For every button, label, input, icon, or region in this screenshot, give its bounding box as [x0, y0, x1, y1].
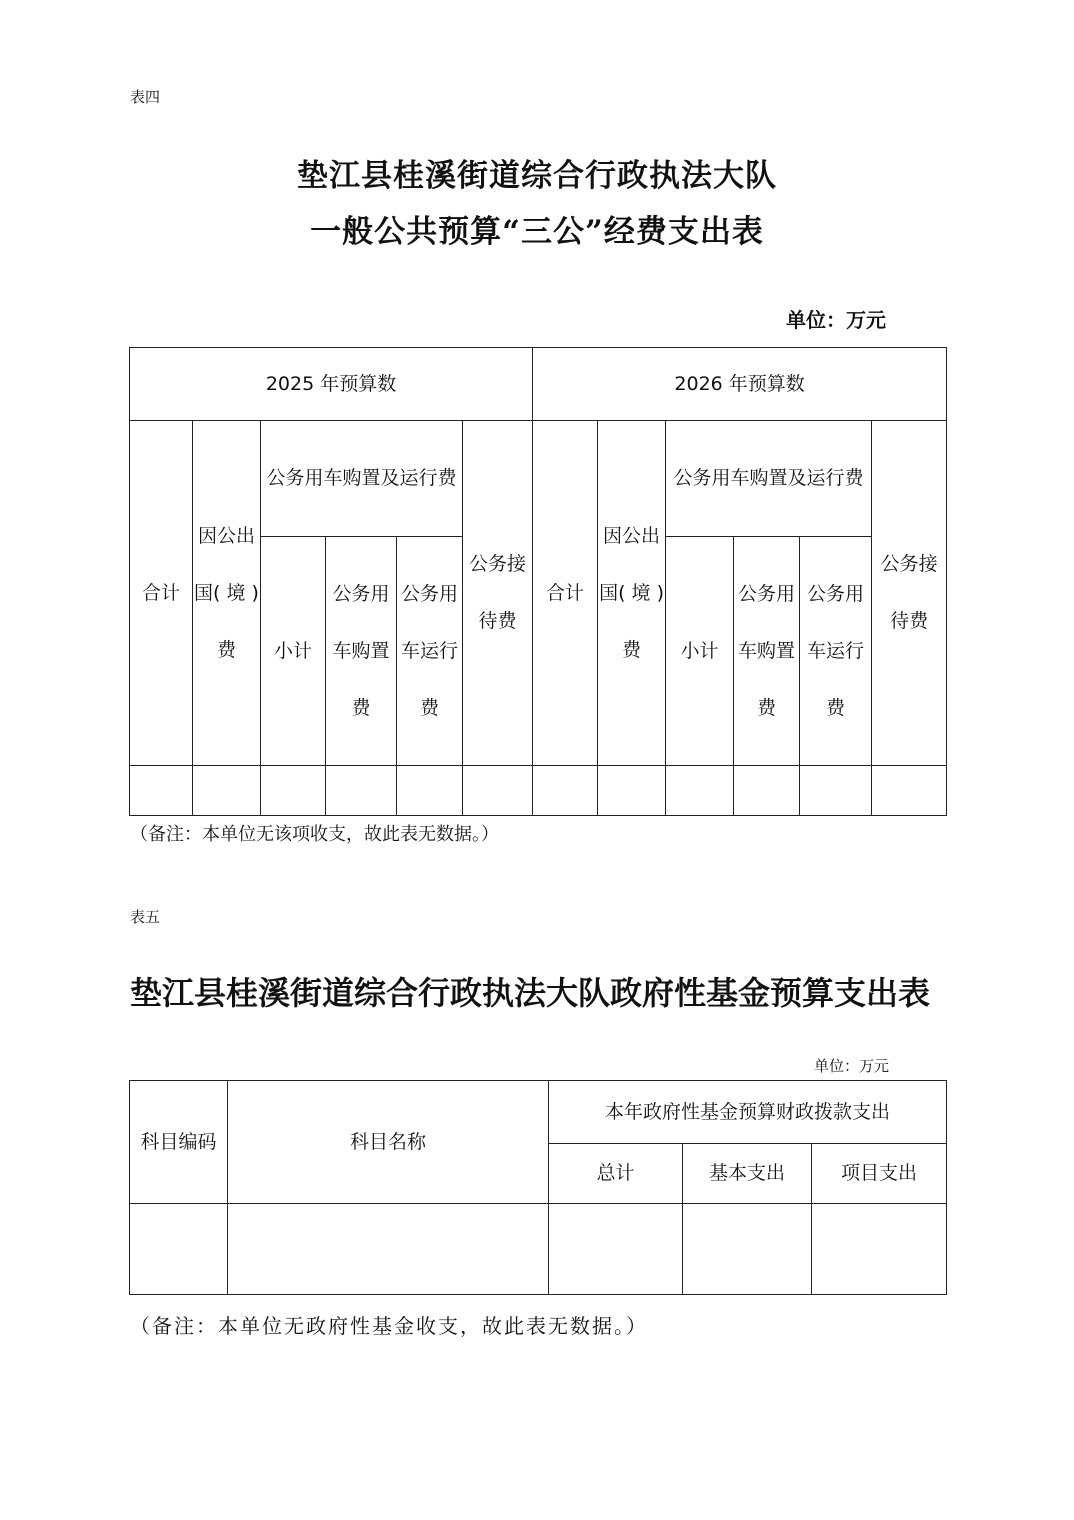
table5-unit: 单位：万元: [814, 1057, 890, 1075]
table-row: [130, 766, 947, 816]
table5-note: （备注：本单位无政府性基金收支，故此表无数据。）: [130, 1314, 648, 1338]
header-vehicle-purchase-b: 公务用车购置费: [734, 537, 800, 766]
header-reception-a: 公务接待费: [463, 421, 533, 766]
header-vehicle-b: 公务用车购置及运行费: [666, 421, 872, 537]
table4-note: （备注：本单位无该项收支，故此表无数据。）: [130, 824, 499, 845]
table-cell: [193, 766, 261, 816]
header-project: 项目支出: [812, 1144, 947, 1204]
table5-government-fund: [129, 1080, 947, 1295]
header-vehicle-operate-a: 公务用车运行费: [397, 537, 463, 766]
header-total-a: 合计: [130, 421, 193, 766]
header-vehicle-a: 公务用车购置及运行费: [261, 421, 463, 537]
header-abroad-a: 因公出国( 境 )费: [193, 421, 261, 766]
table-cell: [326, 766, 397, 816]
table-cell: [261, 766, 326, 816]
year-2025-header: 2025 年预算数: [130, 348, 533, 421]
table4-unit: 单位：万元: [786, 308, 886, 332]
table-cell: [666, 766, 734, 816]
table-cell: [533, 766, 598, 816]
header-vehicle-operate-b: 公务用车运行费: [800, 537, 872, 766]
table-cell: [228, 1204, 549, 1295]
table-cell: [683, 1204, 812, 1295]
header-name: 科目名称: [228, 1081, 549, 1204]
table-cell: [130, 1204, 228, 1295]
table4-title-line1: 垫江县桂溪街道综合行政执法大队: [297, 158, 777, 194]
header-subtotal-a: 小计: [261, 537, 326, 766]
header-subtotal-b: 小计: [666, 537, 734, 766]
table-cell: [397, 766, 463, 816]
header-reception-b: 公务接待费: [872, 421, 947, 766]
header-abroad-b: 因公出国( 境 )费: [598, 421, 666, 766]
table-cell: [463, 766, 533, 816]
table4-three-public-expenses: [129, 347, 947, 816]
header-vehicle-purchase-a: 公务用车购置费: [326, 537, 397, 766]
table-cell: [734, 766, 800, 816]
table5-label: 表五: [130, 908, 161, 926]
table-cell: [130, 766, 193, 816]
header-fund-group: 本年政府性基金预算财政拨款支出: [549, 1081, 947, 1144]
table-cell: [800, 766, 872, 816]
table-cell: [812, 1204, 947, 1295]
table-row: [130, 1204, 947, 1295]
header-total-b: 合计: [533, 421, 598, 766]
year-2026-header: 2026 年预算数: [533, 348, 947, 421]
table4-label: 表四: [130, 88, 161, 106]
table4-title-line2: 一般公共预算“三公”经费支出表: [310, 214, 764, 250]
table-cell: [549, 1204, 683, 1295]
header-basic: 基本支出: [683, 1144, 812, 1204]
table-cell: [598, 766, 666, 816]
table-cell: [872, 766, 947, 816]
header-code: 科目编码: [130, 1081, 228, 1204]
table5-title: 垫江县桂溪街道综合行政执法大队政府性基金预算支出表: [130, 974, 931, 1012]
header-total: 总计: [549, 1144, 683, 1204]
